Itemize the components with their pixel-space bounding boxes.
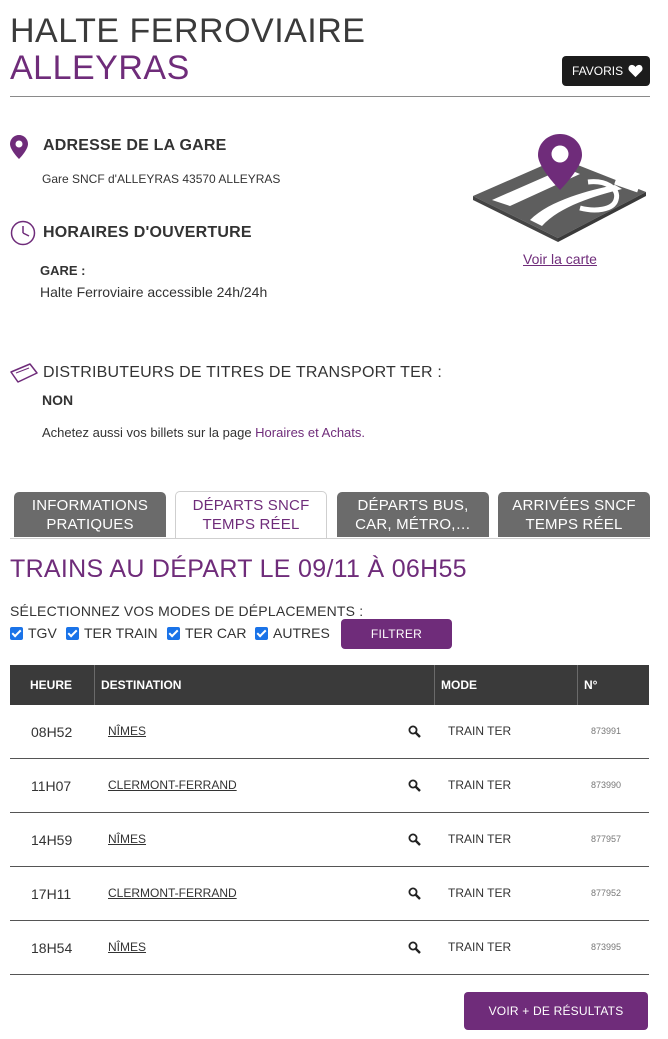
row-heure: 11H07: [31, 778, 72, 794]
tab-informations-pratiques[interactable]: INFORMATIONS PRATIQUES: [14, 492, 166, 537]
column-mode: MODE: [441, 678, 477, 692]
row-mode: TRAIN TER: [448, 832, 512, 846]
row-heure: 17H11: [31, 886, 72, 902]
row-numero: 873995: [591, 942, 622, 952]
magnifier-icon[interactable]: [408, 941, 421, 954]
magnifier-icon[interactable]: [408, 887, 421, 900]
row-heure: 08H52: [31, 724, 73, 740]
filter-button[interactable]: FILTRER: [341, 619, 452, 649]
row-mode: TRAIN TER: [448, 886, 512, 900]
hours-title: HORAIRES D'OUVERTURE: [43, 224, 252, 241]
tab-arrivees-sncf[interactable]: ARRIVÉES SNCF TEMPS RÉEL: [498, 492, 650, 537]
mode-ter-train[interactable]: [66, 625, 158, 641]
row-destination-link[interactable]: CLERMONT-FERRAND: [108, 886, 237, 900]
clock-icon: [10, 220, 36, 246]
favoris-label: FAVORIS: [572, 64, 624, 78]
row-heure: 18H54: [31, 940, 73, 956]
checkbox-autres[interactable]: [255, 627, 268, 640]
distributeurs-title: DISTRIBUTEURS DE TITRES DE TRANSPORT TER :: [43, 364, 442, 381]
distributeurs-value: NON: [42, 392, 74, 408]
table-row: [10, 867, 649, 921]
table-row: [10, 759, 649, 813]
address-value: Gare SNCF d'ALLEYRAS 43570 ALLEYRAS: [42, 172, 281, 186]
heart-icon: [628, 64, 643, 78]
map-icon: [470, 130, 650, 245]
row-numero: 873990: [591, 780, 622, 790]
ticket-icon: [10, 363, 38, 383]
modes-label: SÉLECTIONNEZ VOS MODES DE DÉPLACEMENTS :: [10, 603, 364, 619]
row-numero: 877952: [591, 888, 622, 898]
row-destination-link[interactable]: CLERMONT-FERRAND: [108, 778, 237, 792]
favoris-button[interactable]: [562, 56, 650, 86]
mode-tgv[interactable]: [10, 625, 57, 641]
voir-la-carte-link[interactable]: Voir la carte: [523, 251, 597, 267]
table-row: [10, 813, 649, 867]
map-thumbnail[interactable]: [470, 130, 650, 245]
distributeurs-note-text: Achetez aussi vos billets sur la page: [42, 425, 256, 440]
column-separator: [434, 665, 435, 705]
header-divider: [10, 96, 650, 97]
row-destination-link[interactable]: NÎMES: [108, 940, 147, 954]
column-destination: DESTINATION: [101, 678, 182, 692]
column-numero: N°: [584, 678, 598, 692]
column-separator: [577, 665, 578, 705]
trains-title: TRAINS AU DÉPART LE 09/11 À 06H55: [10, 555, 467, 583]
checkbox-ter-car[interactable]: [167, 627, 180, 640]
mode-ter-car[interactable]: [167, 625, 246, 641]
table-header: [10, 665, 649, 705]
column-heure: HEURE: [30, 678, 73, 692]
distributeurs-note: [42, 425, 365, 440]
mode-ter-train-label: TER TRAIN: [84, 625, 158, 641]
voir-plus-resultats-button[interactable]: VOIR + DE RÉSULTATS: [464, 992, 648, 1030]
gare-hours: Halte Ferroviaire accessible 24h/24h: [40, 284, 268, 300]
station-name: ALLEYRAS: [10, 49, 190, 87]
mode-autres[interactable]: [255, 625, 330, 641]
page-title: HALTE FERROVIAIRE: [10, 12, 366, 50]
horaires-achats-link[interactable]: Horaires et Achats.: [255, 425, 365, 440]
row-mode: TRAIN TER: [448, 940, 512, 954]
row-mode: TRAIN TER: [448, 778, 512, 792]
column-separator: [94, 665, 95, 705]
table-row: [10, 921, 649, 975]
row-mode: TRAIN TER: [448, 724, 512, 738]
checkbox-ter-train[interactable]: [66, 627, 79, 640]
row-numero: 877957: [591, 834, 622, 844]
table-row: [10, 705, 649, 759]
magnifier-icon[interactable]: [408, 833, 421, 846]
row-destination-link[interactable]: NÎMES: [108, 832, 147, 846]
tabs-baseline: [10, 538, 650, 539]
row-heure: 14H59: [31, 832, 73, 848]
location-pin-icon: [10, 135, 28, 159]
row-numero: 873991: [591, 726, 622, 736]
row-destination-link[interactable]: NÎMES: [108, 724, 147, 738]
tab-departs-sncf[interactable]: DÉPARTS SNCF TEMPS RÉEL: [175, 491, 327, 538]
checkbox-tgv[interactable]: [10, 627, 23, 640]
address-title: ADRESSE DE LA GARE: [43, 137, 227, 154]
mode-tgv-label: TGV: [28, 625, 57, 641]
tab-departs-bus[interactable]: DÉPARTS BUS, CAR, MÉTRO,…: [337, 492, 489, 537]
mode-ter-car-label: TER CAR: [185, 625, 247, 641]
magnifier-icon[interactable]: [408, 725, 421, 738]
gare-label: GARE :: [40, 263, 86, 278]
mode-autres-label: AUTRES: [273, 625, 330, 641]
magnifier-icon[interactable]: [408, 779, 421, 792]
